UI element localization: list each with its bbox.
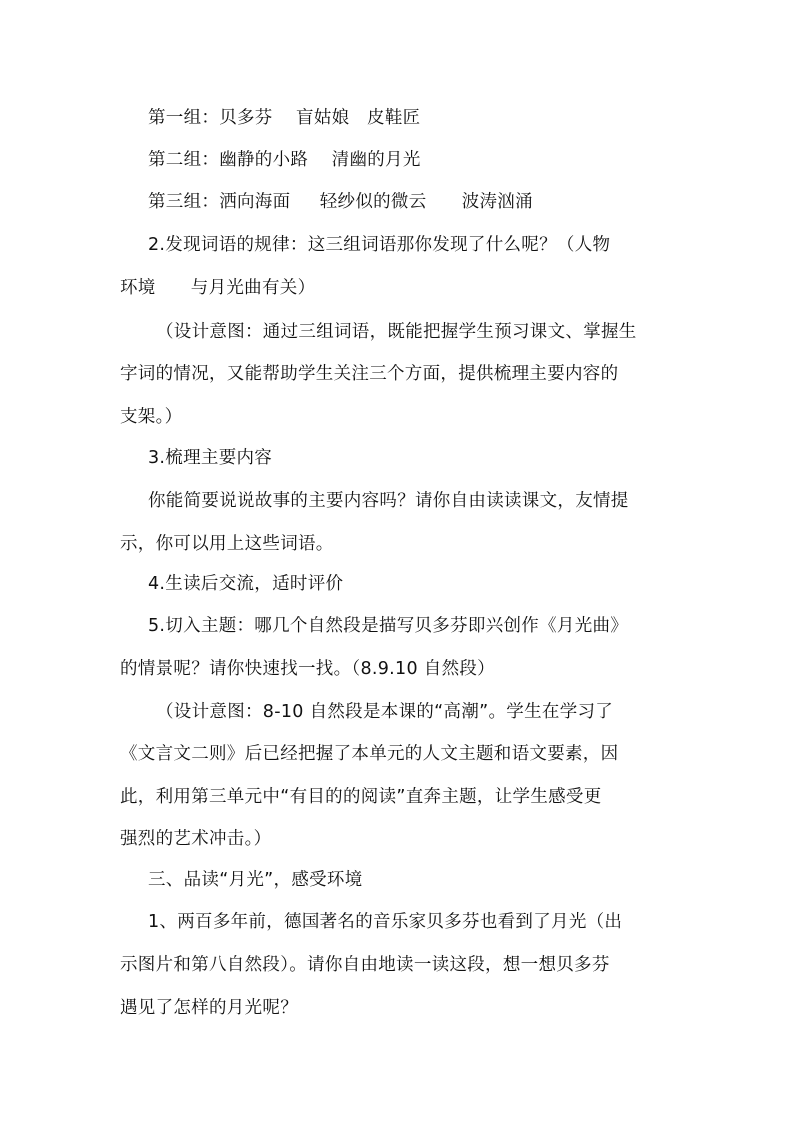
design-intent-2-end: 强烈的艺术冲击。） <box>120 829 272 849</box>
step-four-line: 4.生读后交流，适时评价 <box>148 574 344 594</box>
step-two-line: 2.发现词语的规律：这三组词语那你发现了什么呢？（人物 <box>148 235 611 255</box>
step-five-line: 5.切入主题：哪几个自然段是描写贝多芬即兴创作《月光曲》 <box>148 616 629 636</box>
summary-prompt-cont: 示，你可以用上这些词语。 <box>120 534 334 554</box>
design-intent-1-line: （设计意图：通过三组词语，既能把握学生预习课文、掌握生 <box>156 322 637 342</box>
design-intent-2-cont: 《文言文二则》后已经把握了本单元的人文主题和语文要素，因 <box>120 744 619 764</box>
moonlight-q-line: 1、两百多年前，德国著名的音乐家贝多芬也看到了月光（出 <box>148 912 623 932</box>
section-three-heading: 三、品读“月光”，感受环境 <box>148 870 363 890</box>
step-three-heading: 3.梳理主要内容 <box>148 448 273 468</box>
group-three-line: 第三组：洒向海面 轻纱似的微云 波涛汹涌 <box>148 192 533 212</box>
step-two-cont-line: 环境 与月光曲有关） <box>120 278 316 298</box>
design-intent-2-line: （设计意图：8-10 自然段是本课的“高潮”。学生在学习了 <box>156 702 614 722</box>
design-intent-1-end: 支架。） <box>120 407 183 427</box>
moonlight-q-end: 遇见了怎样的月光呢？ <box>120 998 298 1018</box>
moonlight-q-cont: 示图片和第八自然段）。请你自由地读一读这段，想一想贝多芬 <box>120 955 610 975</box>
group-one-line: 第一组：贝多芬 盲姑娘 皮鞋匠 <box>148 108 421 128</box>
design-intent-2-cont2: 此，利用第三单元中“有目的的阅读”直奔主题，让学生感受更 <box>120 787 602 807</box>
design-intent-1-cont: 字词的情况，又能帮助学生关注三个方面，提供梳理主要内容的 <box>120 364 619 384</box>
group-two-line: 第二组：幽静的小路 清幽的月光 <box>148 150 421 170</box>
step-five-cont: 的情景呢？请你快速找一找。（8.9.10 自然段） <box>120 659 495 679</box>
summary-prompt-line: 你能简要说说故事的主要内容吗？请你自由读读课文，友情提 <box>148 491 629 511</box>
